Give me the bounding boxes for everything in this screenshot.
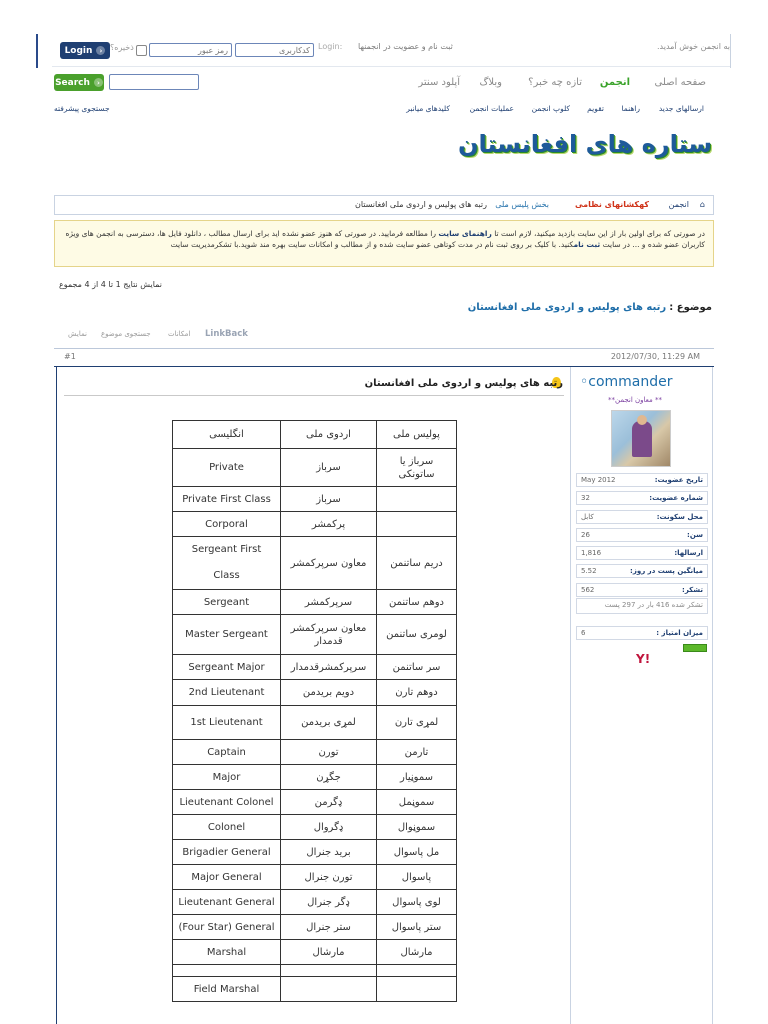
author-title: **معاون انجمن ** — [608, 396, 663, 404]
tab-upload-center[interactable]: آپلود سنتر — [418, 77, 460, 88]
table-cell: Private First Class — [173, 487, 281, 512]
info-location: محل سکونت: کابل — [576, 510, 708, 524]
table-row — [173, 790, 457, 815]
table-cell: مل پاسوال — [377, 840, 457, 865]
register-link[interactable]: ثبت نام و عضویت در انجمنها — [358, 42, 453, 51]
author-username[interactable]: ◦commander — [580, 374, 673, 390]
tab-forum[interactable]: انجمن — [599, 77, 630, 88]
breadcrumb-current: رتبه های پولیس و اردوی ملی افغانستان — [354, 200, 487, 209]
table-cell: دریم ساتنمن — [377, 537, 457, 590]
post-border-left — [56, 367, 57, 1024]
post-column-divider — [570, 367, 571, 1024]
table-cell: Sergeant Major — [173, 655, 281, 680]
table-cell: سر ساتنمن — [377, 655, 457, 680]
table-cell: Lieutenant General — [173, 890, 281, 915]
tab-whats-new[interactable]: تازه چه خبر؟ — [528, 77, 582, 88]
table-cell: لوی پاسوال — [377, 890, 457, 915]
table-cell: سرباز — [281, 449, 377, 487]
table-cell: ستر جنرال — [281, 915, 377, 940]
thread-title-value[interactable]: رتبه های پولیس و اردوی ملی افغانستان — [467, 302, 667, 313]
linkback-link[interactable]: LinkBack — [205, 329, 248, 339]
table-row — [173, 512, 457, 537]
table-cell — [377, 965, 457, 977]
table-cell: 2nd Lieutenant — [173, 680, 281, 706]
info-posts-per-day: میانگین پست در روز: 5.52 — [576, 564, 708, 578]
table-header-cell: پولیس ملی — [377, 421, 457, 449]
subnav-shortcuts[interactable]: کلیدهای میانبر — [406, 104, 450, 113]
breadcrumb — [54, 195, 714, 215]
subnav-club[interactable]: کلوپ انجمن — [531, 104, 570, 113]
table-cell: Major — [173, 765, 281, 790]
breadcrumb-police[interactable]: بخش پلیس ملی — [495, 200, 549, 209]
info-age: سن: 26 — [576, 528, 708, 542]
info-thanks: تشکر: 562 — [576, 583, 708, 597]
table-cell — [281, 977, 377, 1002]
post-date: 2012/07/30, 11:29 AM — [610, 352, 700, 361]
info-join-date: تاریخ عضویت: May 2012 — [576, 473, 708, 487]
table-cell: دوهم ساتنمن — [377, 590, 457, 615]
breadcrumb-military[interactable]: کهکشانهای نظامی — [575, 200, 649, 209]
table-cell: دوهم تارن — [377, 680, 457, 706]
login-button[interactable] — [60, 42, 110, 59]
thread-title-label: موضوع : — [669, 302, 712, 313]
post-border-right — [712, 367, 713, 1024]
table-cell: Field Marshal — [173, 977, 281, 1002]
table-row — [173, 537, 457, 590]
table-cell: Lieutenant Colonel — [173, 790, 281, 815]
table-cell — [377, 487, 457, 512]
home-icon[interactable]: ⌂ — [699, 200, 705, 209]
table-cell: تورن جنرال — [281, 865, 377, 890]
table-cell: Brigadier General — [173, 840, 281, 865]
arrow-icon: › — [96, 46, 105, 55]
thanks-received: تشکر شده 416 بار در 297 پست — [576, 598, 708, 614]
subnav-new-posts[interactable]: ارسالهای جدید — [658, 104, 704, 113]
welcome-text: به انجمن خوش آمدید. — [657, 42, 730, 51]
table-row — [173, 940, 457, 965]
table-cell: پاسوال — [377, 865, 457, 890]
table-row — [173, 815, 457, 840]
search-input[interactable] — [109, 74, 199, 90]
table-cell: Major General — [173, 865, 281, 890]
table-cell: Captain — [173, 740, 281, 765]
display-modes-link[interactable]: نمایش — [68, 330, 88, 338]
table-row — [173, 655, 457, 680]
table-cell: سرباز یا ساتونکی — [377, 449, 457, 487]
table-row — [173, 615, 457, 655]
table-row — [173, 680, 457, 706]
table-row — [173, 840, 457, 865]
table-cell: 1st Lieutenant — [173, 706, 281, 740]
signup-link[interactable]: ثبت نام — [573, 240, 601, 249]
table-row — [173, 449, 457, 487]
table-cell — [281, 965, 377, 977]
header-left-accent — [36, 34, 38, 68]
remember-me-checkbox[interactable] — [136, 45, 147, 56]
table-cell: ډگروال — [281, 815, 377, 840]
tab-home[interactable]: صفحه اصلی — [654, 77, 706, 88]
subnav-calendar[interactable]: تقویم — [587, 104, 604, 113]
table-cell: لمړی تارن — [377, 706, 457, 740]
table-cell: Colonel — [173, 815, 281, 840]
yahoo-messenger-icon[interactable]: Y! — [636, 652, 651, 666]
info-member-number: شماره عضویت: 32 — [576, 491, 708, 505]
username-input[interactable] — [235, 43, 314, 57]
post-title: رتبه های پولیس و اردوی ملی افغانستان — [364, 378, 563, 389]
table-cell: سرباز — [281, 487, 377, 512]
table-cell: ډگر جنرال — [281, 890, 377, 915]
table-header-row — [173, 421, 457, 449]
reputation-box: میزان امتیاز : 6 — [576, 626, 708, 640]
results-count: نمایش نتایج 1 تا 4 از 4 مجموع — [58, 280, 162, 289]
table-cell: Master Sergeant — [173, 615, 281, 655]
table-cell: معاون سرپرکمشر — [281, 537, 377, 590]
reputation-bar — [683, 644, 707, 652]
table-row — [173, 977, 457, 1002]
thread-tools-link[interactable]: امکانات — [168, 330, 191, 338]
table-cell: معاون سرپرکمشر قدمدار — [281, 615, 377, 655]
table-cell: پرکمشر — [281, 512, 377, 537]
remember-me-label: ذخیره؟ — [110, 43, 134, 52]
table-cell: (Four Star) General — [173, 915, 281, 940]
search-thread-link[interactable]: جستجوی موضوع — [101, 330, 151, 338]
thread-title — [468, 302, 712, 313]
login-button-label: Login — [64, 45, 93, 56]
subnav-help[interactable]: راهنما — [621, 104, 640, 113]
arrow-icon: › — [94, 78, 103, 87]
login-label: Login: — [318, 42, 343, 51]
search-button-label: Search — [55, 77, 90, 88]
table-row — [173, 890, 457, 915]
header-divider — [52, 66, 730, 67]
notice-text: در صورتی که برای اولین بار از این سایت بازدید میکنید، لازم است تا راهنمای سایت را مطالعه فرمایید. در صورتی که هنوز عضو نشده اید برای ارسال مطالب ، دانلود فایل ها، دسترسی به انجمن های ویژه کاربران عضو شده و ... در سایت ثبت نامکنید. با کلیک بر روی ثبت نام در مدت کوتاهی عضو سایت شده و از مطالب و امکانات سایت بهره مند شوید.با تشکرمدیریت سایت — [65, 229, 705, 249]
search-button[interactable] — [54, 74, 104, 91]
tab-blog[interactable]: وبلاگ — [479, 77, 502, 88]
table-cell: سرپرکمشر — [281, 590, 377, 615]
table-cell — [377, 512, 457, 537]
table-row — [173, 706, 457, 740]
table-cell: دویم بریدمن — [281, 680, 377, 706]
table-cell — [173, 965, 281, 977]
header-right-divider — [730, 34, 731, 68]
table-cell: Sergeant — [173, 590, 281, 615]
table-row — [173, 965, 457, 977]
table-cell: ډگرمن — [281, 790, 377, 815]
table-cell: سموڼمل — [377, 790, 457, 815]
table-cell — [377, 977, 457, 1002]
table-cell: تارمن — [377, 740, 457, 765]
password-input[interactable] — [149, 43, 232, 57]
table-cell: تورن — [281, 740, 377, 765]
table-row — [173, 865, 457, 890]
table-cell: Private — [173, 449, 281, 487]
table-cell: سموڼوال — [377, 815, 457, 840]
table-row — [173, 590, 457, 615]
table-cell: برید جنرال — [281, 840, 377, 865]
table-cell: Corporal — [173, 512, 281, 537]
table-cell: مارشال — [377, 940, 457, 965]
site-logo[interactable]: ستاره های افغانستان — [458, 130, 712, 158]
table-header-cell: اردوی ملی — [281, 421, 377, 449]
info-posts: ارسالها: 1,816 — [576, 546, 708, 560]
avatar[interactable] — [611, 410, 671, 467]
table-cell: جگړن — [281, 765, 377, 790]
subnav-forum-actions[interactable]: عملیات انجمن — [469, 104, 514, 113]
table-cell: لومری ساتنمن — [377, 615, 457, 655]
table-cell: سرپرکمشرقدمدار — [281, 655, 377, 680]
table-cell: Marshal — [173, 940, 281, 965]
notice-box — [54, 220, 714, 267]
table-row — [173, 740, 457, 765]
table-row — [173, 765, 457, 790]
table-header-cell: انگلیسی — [173, 421, 281, 449]
site-guide-link[interactable]: راهنمای سایت — [438, 229, 492, 238]
table-row — [173, 915, 457, 940]
table-cell: مارشال — [281, 940, 377, 965]
table-cell: Sergeant First Class — [173, 537, 281, 590]
rank-table — [172, 420, 457, 1002]
table-row — [173, 487, 457, 512]
advanced-search-link[interactable]: جستجوی پیشرفته — [54, 104, 110, 113]
table-cell: ستر پاسوال — [377, 915, 457, 940]
table-cell: لمړی بریدمن — [281, 706, 377, 740]
table-cell: سموڼیار — [377, 765, 457, 790]
post-number[interactable]: #1 — [64, 352, 76, 361]
post-title-divider — [64, 395, 564, 396]
breadcrumb-forum[interactable]: انجمن — [668, 200, 689, 209]
